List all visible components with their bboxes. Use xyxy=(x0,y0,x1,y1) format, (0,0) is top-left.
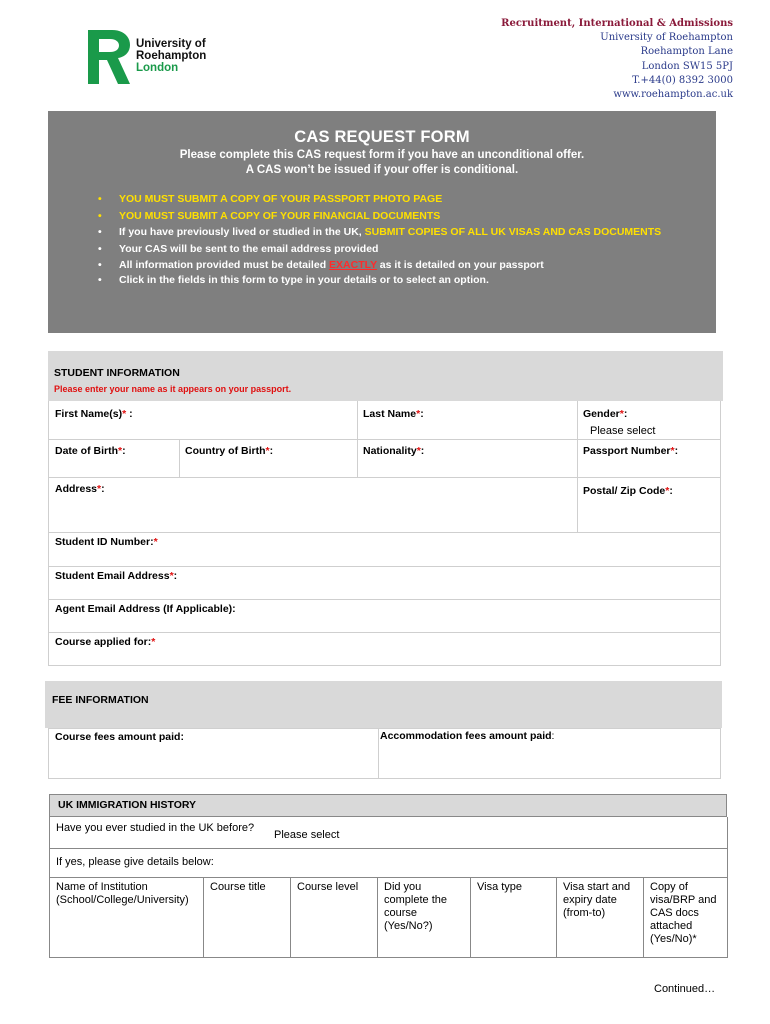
student-email-label: Student Email Address xyxy=(55,570,170,582)
column-course-level: Course level xyxy=(297,881,359,893)
passport-number-field[interactable] xyxy=(583,445,678,457)
instruction-highlight-exactly: EXACTLY xyxy=(329,259,377,271)
last-name-label: Last Name xyxy=(363,408,417,420)
logo-line-1: University of xyxy=(136,38,206,50)
course-applied-label: Course applied for: xyxy=(55,636,152,648)
postal-code-field[interactable] xyxy=(583,485,673,497)
required-star: * xyxy=(151,636,156,648)
continued-note: Continued… xyxy=(654,983,716,995)
instruction-highlight: SUBMIT COPIES OF ALL UK VISAS AND CAS DOCUMENTS xyxy=(364,226,662,238)
label-colon: : xyxy=(122,445,126,457)
column-course-title: Course title xyxy=(210,881,266,893)
gender-label: Gender xyxy=(583,408,620,420)
label-colon: : xyxy=(623,408,628,420)
column-docs-attached: Copy of visa/BRP and CAS docs attached (Yes/No)* xyxy=(650,881,717,945)
required-star: * xyxy=(265,445,270,457)
agent-email-field[interactable] xyxy=(55,603,236,615)
passport-label: Passport Number xyxy=(583,445,671,457)
logo-line-2: Roehampton xyxy=(136,50,207,62)
instruction-item xyxy=(98,259,698,272)
dob-label: Date of Birth xyxy=(55,445,118,457)
instruction-text: If you have previously lived or studied in the UK, xyxy=(119,226,365,238)
instruction-list xyxy=(98,193,698,291)
fee-information-header xyxy=(45,681,722,728)
label-colon: : xyxy=(101,483,105,495)
studied-in-uk-select[interactable]: Please select xyxy=(274,829,340,841)
instruction-item: • YOU MUST SUBMIT A COPY OF YOUR PASSPORT PHOTO PAGE xyxy=(98,193,698,206)
instruction-item: • YOU MUST SUBMIT A COPY OF YOUR FINANCIAL DOCUMENTS xyxy=(98,210,698,223)
date-of-birth-field[interactable] xyxy=(55,445,126,457)
address-field[interactable] xyxy=(55,483,105,495)
column-completed: Did you complete the course (Yes/No?) xyxy=(384,881,447,932)
course-applied-field[interactable] xyxy=(55,636,155,648)
last-name-field[interactable] xyxy=(363,408,424,420)
immigration-history-header xyxy=(49,794,727,817)
course-fees-label: Course fees amount paid: xyxy=(55,731,184,743)
country-of-birth-field[interactable] xyxy=(185,445,273,457)
university-logo xyxy=(88,30,228,84)
instruction-item: • Your CAS will be sent to the email address provided xyxy=(98,243,698,256)
required-star: * xyxy=(416,408,421,420)
student-id-label: Student ID Number: xyxy=(55,536,154,548)
course-fees-field[interactable] xyxy=(55,731,184,743)
label-colon: : xyxy=(173,570,178,582)
required-star: * xyxy=(118,445,123,457)
column-visa-dates: Visa start and expiry date (from-to) xyxy=(563,881,631,919)
form-title: CAS REQUEST FORM xyxy=(294,128,470,146)
nationality-field[interactable] xyxy=(363,445,424,457)
label-colon: : xyxy=(669,485,673,497)
accommodation-fees-label: Accommodation fees amount paid xyxy=(380,730,552,742)
label-colon: : xyxy=(420,408,424,420)
required-star: * xyxy=(619,408,624,420)
instructions-banner xyxy=(48,111,716,333)
column-institution: Name of Institution (School/College/University) xyxy=(56,881,189,906)
first-name-label: First Name(s) xyxy=(55,408,123,420)
immigration-history-section xyxy=(48,793,728,958)
label-colon: : xyxy=(126,408,133,420)
gender-field xyxy=(583,408,627,420)
postal-label: Postal/ Zip Code xyxy=(583,485,666,497)
contact-address xyxy=(501,17,733,102)
address-phone: T.+44(0) 8392 3000 xyxy=(632,74,733,86)
instruction-item xyxy=(98,226,698,239)
address-org: University of Roehampton xyxy=(600,32,733,44)
student-email-field[interactable] xyxy=(55,570,177,582)
required-star: * xyxy=(169,570,174,582)
required-star: * xyxy=(670,445,675,457)
address-city: London SW15 5PJ xyxy=(641,60,733,72)
column-visa-type: Visa type xyxy=(477,881,523,893)
address-dept: Recruitment, International & Admissions xyxy=(501,18,733,29)
accommodation-fees-field[interactable] xyxy=(380,730,554,742)
immigration-history-title: UK IMMIGRATION HISTORY xyxy=(58,799,197,811)
banner-subtitle-1: Please complete this CAS request form if you have an unconditional offer. xyxy=(179,149,585,161)
instruction-text: as it is detailed on your passport xyxy=(376,259,544,271)
logo-line-3: London xyxy=(136,62,179,74)
student-information-title: STUDENT INFORMATION xyxy=(54,367,180,379)
agent-email-label: Agent Email Address (If Applicable): xyxy=(55,603,236,615)
nationality-label: Nationality xyxy=(363,445,417,457)
studied-in-uk-question: Have you ever studied in the UK before? xyxy=(56,822,255,834)
address-web[interactable]: www.roehampton.ac.uk xyxy=(613,89,733,101)
label-colon: : xyxy=(674,445,679,457)
student-name-note: Please enter your name as it appears on your passport. xyxy=(54,384,292,394)
label-colon: : xyxy=(420,445,425,457)
student-id-field[interactable] xyxy=(55,536,158,548)
country-label: Country of Birth xyxy=(185,445,266,457)
required-star: * xyxy=(665,485,670,497)
address-street: Roehampton Lane xyxy=(640,46,733,58)
first-name-field[interactable] xyxy=(55,408,133,420)
instruction-text: All information provided must be detailed xyxy=(119,259,330,271)
required-star: * xyxy=(122,408,127,420)
gender-select[interactable]: Please select xyxy=(590,425,656,437)
label-colon: : xyxy=(551,730,555,742)
required-star: * xyxy=(153,536,158,548)
required-star: * xyxy=(416,445,421,457)
roehampton-r-icon xyxy=(88,30,132,84)
instruction-item: • Click in the fields in this form to type in your details or to select an option. xyxy=(98,274,698,287)
label-colon: : xyxy=(269,445,274,457)
banner-subtitle-2: A CAS won’t be issued if your offer is conditional. xyxy=(245,164,519,176)
address-label: Address xyxy=(55,483,98,495)
student-information-header xyxy=(48,351,723,401)
required-star: * xyxy=(97,483,102,495)
details-instruction: If yes, please give details below: xyxy=(56,856,214,868)
fee-information-title: FEE INFORMATION xyxy=(52,694,149,706)
